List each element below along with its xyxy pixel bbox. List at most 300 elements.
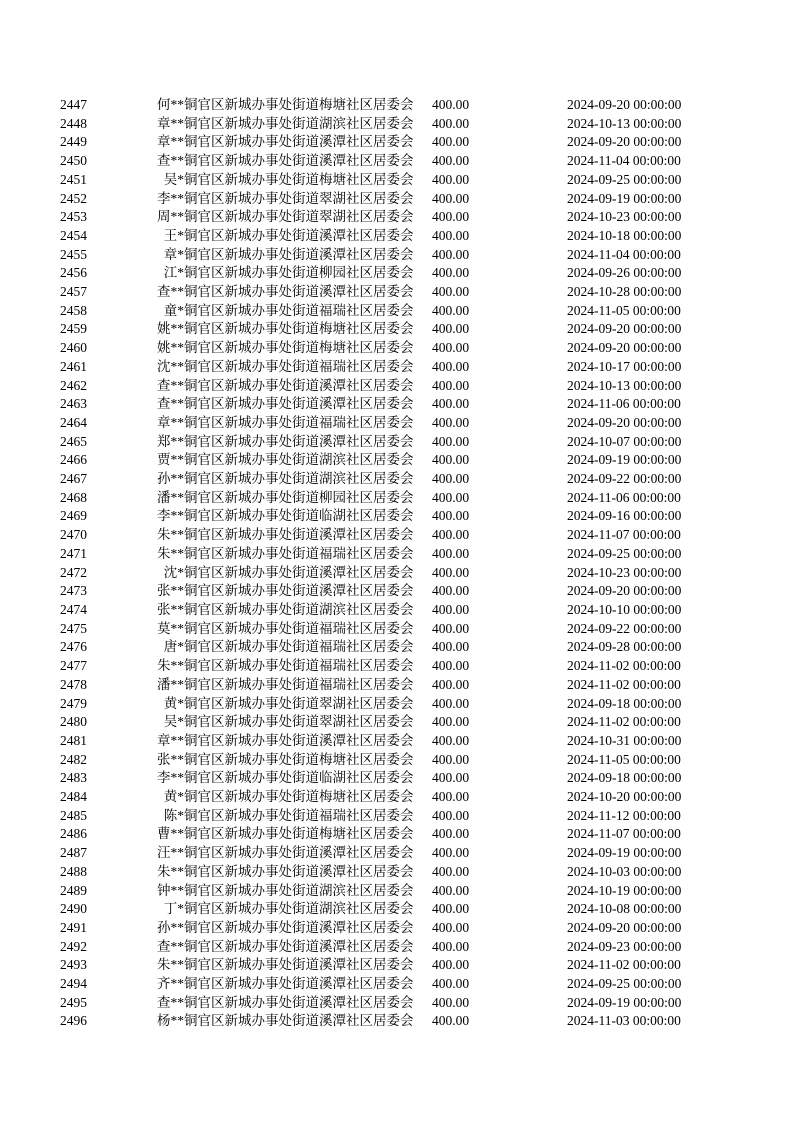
table-row	[60, 377, 733, 396]
table-row	[60, 283, 733, 302]
row-date: 2024-10-13 00:00:00	[567, 377, 682, 393]
table-row	[60, 732, 733, 751]
row-id: 2482	[60, 751, 87, 767]
records-table	[60, 96, 733, 1031]
row-amount: 400.00	[432, 414, 470, 430]
row-id: 2466	[60, 452, 87, 468]
row-amount: 400.00	[432, 302, 470, 318]
row-amount: 400.00	[432, 994, 470, 1010]
table-row	[60, 807, 733, 826]
row-organization: 铜官区新城办事处街道福瑞社区居委会	[184, 358, 414, 374]
row-organization: 铜官区新城办事处街道梅塘社区居委会	[184, 751, 414, 767]
row-id: 2459	[60, 321, 87, 337]
row-id: 2481	[60, 732, 87, 748]
row-organization: 铜官区新城办事处街道溪潭社区居委会	[184, 396, 414, 412]
row-date: 2024-09-25 00:00:00	[567, 171, 682, 187]
row-amount: 400.00	[432, 564, 470, 580]
row-date: 2024-10-08 00:00:00	[567, 901, 682, 917]
row-name: 唐*	[163, 639, 184, 655]
table-row	[60, 882, 733, 901]
row-date: 2024-11-06 00:00:00	[567, 489, 681, 505]
row-name: 李**	[157, 508, 184, 524]
row-amount: 400.00	[432, 452, 470, 468]
row-amount: 400.00	[432, 919, 470, 935]
row-organization: 铜官区新城办事处街道梅塘社区居委会	[184, 826, 414, 842]
row-name: 何**	[157, 97, 184, 112]
row-name: 章*	[163, 246, 184, 262]
row-organization: 铜官区新城办事处街道福瑞社区居委会	[184, 639, 414, 655]
row-name: 童*	[163, 302, 184, 318]
row-name: 姚**	[157, 321, 184, 337]
row-name: 朱**	[157, 545, 184, 561]
row-organization: 铜官区新城办事处街道翠湖社区居委会	[184, 209, 414, 225]
row-id: 2452	[60, 190, 87, 206]
row-organization: 铜官区新城办事处街道柳园社区居委会	[184, 489, 414, 505]
table-row	[60, 358, 733, 377]
row-date: 2024-10-07 00:00:00	[567, 433, 682, 449]
table-row	[60, 115, 733, 134]
row-date: 2024-09-16 00:00:00	[567, 508, 682, 524]
row-amount: 400.00	[432, 209, 470, 225]
row-id: 2491	[60, 919, 87, 935]
table-row	[60, 451, 733, 470]
row-name: 贾**	[157, 452, 184, 468]
row-date: 2024-10-23 00:00:00	[567, 564, 682, 580]
table-row	[60, 395, 733, 414]
row-name: 章**	[157, 115, 184, 131]
row-organization: 铜官区新城办事处街道溪潭社区居委会	[184, 1013, 414, 1029]
row-amount: 400.00	[432, 826, 470, 842]
row-date: 2024-10-10 00:00:00	[567, 601, 682, 617]
row-id: 2470	[60, 527, 87, 543]
row-amount: 400.00	[432, 583, 470, 599]
row-name: 查**	[157, 284, 184, 300]
row-name: 查**	[157, 938, 184, 954]
table-row	[60, 433, 733, 452]
row-id: 2488	[60, 863, 87, 879]
row-date: 2024-09-19 00:00:00	[567, 994, 682, 1010]
row-name: 沈**	[157, 358, 184, 374]
row-date: 2024-09-25 00:00:00	[567, 545, 682, 561]
table-row	[60, 620, 733, 639]
row-organization: 铜官区新城办事处街道溪潭社区居委会	[184, 433, 414, 449]
row-amount: 400.00	[432, 246, 470, 262]
table-row	[60, 582, 733, 601]
table-row	[60, 339, 733, 358]
table-row	[60, 676, 733, 695]
row-date: 2024-09-22 00:00:00	[567, 471, 682, 487]
row-organization: 铜官区新城办事处街道湖滨社区居委会	[184, 601, 414, 617]
row-name: 查**	[157, 153, 184, 169]
row-id: 2495	[60, 994, 87, 1010]
row-organization: 铜官区新城办事处街道溪潭社区居委会	[184, 564, 414, 580]
row-amount: 400.00	[432, 695, 470, 711]
row-name: 李**	[157, 190, 184, 206]
row-id: 2447	[60, 97, 87, 112]
row-id: 2487	[60, 845, 87, 861]
row-amount: 400.00	[432, 807, 470, 823]
row-date: 2024-09-18 00:00:00	[567, 770, 682, 786]
row-organization: 铜官区新城办事处街道梅塘社区居委会	[184, 171, 414, 187]
row-amount: 400.00	[432, 153, 470, 169]
row-amount: 400.00	[432, 938, 470, 954]
row-id: 2485	[60, 807, 87, 823]
table-row	[60, 190, 733, 209]
row-name: 朱**	[157, 658, 184, 674]
row-amount: 400.00	[432, 789, 470, 805]
row-id: 2483	[60, 770, 87, 786]
table-row	[60, 994, 733, 1013]
row-amount: 400.00	[432, 227, 470, 243]
table-row	[60, 695, 733, 714]
row-date: 2024-09-20 00:00:00	[567, 340, 682, 356]
row-date: 2024-09-19 00:00:00	[567, 452, 682, 468]
row-name: 沈*	[163, 564, 184, 580]
row-organization: 铜官区新城办事处街道溪潭社区居委会	[184, 994, 414, 1010]
table-row	[60, 938, 733, 957]
table-row	[60, 171, 733, 190]
row-name: 钟**	[157, 882, 184, 898]
row-date: 2024-09-28 00:00:00	[567, 639, 682, 655]
row-name: 杨**	[157, 1013, 184, 1029]
row-id: 2458	[60, 302, 87, 318]
row-date: 2024-09-19 00:00:00	[567, 845, 682, 861]
row-id: 2463	[60, 396, 87, 412]
table-row	[60, 975, 733, 994]
row-name: 周**	[157, 209, 184, 225]
table-row	[60, 825, 733, 844]
row-name: 张**	[157, 583, 184, 599]
row-name: 查**	[157, 994, 184, 1010]
row-name: 丁*	[163, 901, 184, 917]
row-id: 2461	[60, 358, 87, 374]
row-amount: 400.00	[432, 471, 470, 487]
row-amount: 400.00	[432, 265, 470, 281]
row-date: 2024-11-02 00:00:00	[567, 714, 681, 730]
table-row	[60, 96, 733, 115]
row-date: 2024-11-07 00:00:00	[567, 826, 681, 842]
row-organization: 铜官区新城办事处街道梅塘社区居委会	[184, 97, 414, 112]
row-id: 2486	[60, 826, 87, 842]
table-row	[60, 545, 733, 564]
table-row	[60, 956, 733, 975]
row-amount: 400.00	[432, 527, 470, 543]
row-organization: 铜官区新城办事处街道湖滨社区居委会	[184, 452, 414, 468]
row-organization: 铜官区新城办事处街道溪潭社区居委会	[184, 919, 414, 935]
row-id: 2464	[60, 414, 87, 430]
row-organization: 铜官区新城办事处街道溪潭社区居委会	[184, 863, 414, 879]
row-amount: 400.00	[432, 1013, 470, 1029]
table-row	[60, 713, 733, 732]
row-id: 2472	[60, 564, 87, 580]
row-name: 章**	[157, 134, 184, 150]
row-date: 2024-09-23 00:00:00	[567, 938, 682, 954]
table-row	[60, 863, 733, 882]
row-date: 2024-09-18 00:00:00	[567, 695, 682, 711]
row-amount: 400.00	[432, 601, 470, 617]
row-amount: 400.00	[432, 284, 470, 300]
row-name: 黄*	[163, 789, 184, 805]
row-date: 2024-09-20 00:00:00	[567, 134, 682, 150]
row-date: 2024-10-20 00:00:00	[567, 789, 682, 805]
row-id: 2468	[60, 489, 87, 505]
row-date: 2024-10-31 00:00:00	[567, 732, 682, 748]
row-organization: 铜官区新城办事处街道溪潭社区居委会	[184, 246, 414, 262]
row-id: 2456	[60, 265, 87, 281]
row-organization: 铜官区新城办事处街道梅塘社区居委会	[184, 340, 414, 356]
row-id: 2480	[60, 714, 87, 730]
row-date: 2024-09-25 00:00:00	[567, 976, 682, 992]
row-date: 2024-09-19 00:00:00	[567, 190, 682, 206]
row-name: 吴*	[163, 171, 184, 187]
table-row	[60, 657, 733, 676]
row-amount: 400.00	[432, 97, 470, 112]
row-id: 2479	[60, 695, 87, 711]
row-name: 查**	[157, 377, 184, 393]
row-organization: 铜官区新城办事处街道溪潭社区居委会	[184, 976, 414, 992]
row-name: 李**	[157, 770, 184, 786]
row-amount: 400.00	[432, 321, 470, 337]
row-name: 孙**	[157, 919, 184, 935]
row-id: 2467	[60, 471, 87, 487]
row-date: 2024-11-04 00:00:00	[567, 246, 681, 262]
row-amount: 400.00	[432, 751, 470, 767]
row-id: 2451	[60, 171, 87, 187]
row-amount: 400.00	[432, 976, 470, 992]
row-date: 2024-09-20 00:00:00	[567, 321, 682, 337]
row-name: 汪**	[157, 845, 184, 861]
row-organization: 铜官区新城办事处街道湖滨社区居委会	[184, 115, 414, 131]
row-name: 张**	[157, 601, 184, 617]
row-name: 朱**	[157, 527, 184, 543]
row-name: 潘**	[157, 489, 184, 505]
row-amount: 400.00	[432, 508, 470, 524]
row-amount: 400.00	[432, 957, 470, 973]
row-amount: 400.00	[432, 115, 470, 131]
row-date: 2024-11-02 00:00:00	[567, 658, 681, 674]
row-date: 2024-09-20 00:00:00	[567, 919, 682, 935]
row-name: 吴*	[163, 714, 184, 730]
table-row	[60, 601, 733, 620]
row-date: 2024-10-28 00:00:00	[567, 284, 682, 300]
records-table-body	[60, 96, 733, 1031]
row-id: 2460	[60, 340, 87, 356]
row-name: 莫**	[157, 620, 184, 636]
row-organization: 铜官区新城办事处街道梅塘社区居委会	[184, 789, 414, 805]
row-organization: 铜官区新城办事处街道福瑞社区居委会	[184, 807, 414, 823]
row-id: 2493	[60, 957, 87, 973]
row-amount: 400.00	[432, 732, 470, 748]
row-amount: 400.00	[432, 134, 470, 150]
table-row	[60, 844, 733, 863]
row-organization: 铜官区新城办事处街道福瑞社区居委会	[184, 302, 414, 318]
row-date: 2024-10-19 00:00:00	[567, 882, 682, 898]
row-organization: 铜官区新城办事处街道临湖社区居委会	[184, 508, 414, 524]
row-organization: 铜官区新城办事处街道溪潭社区居委会	[184, 153, 414, 169]
row-organization: 铜官区新城办事处街道溪潭社区居委会	[184, 732, 414, 748]
table-row	[60, 320, 733, 339]
row-amount: 400.00	[432, 882, 470, 898]
row-organization: 铜官区新城办事处街道翠湖社区居委会	[184, 714, 414, 730]
row-amount: 400.00	[432, 714, 470, 730]
row-amount: 400.00	[432, 377, 470, 393]
table-row	[60, 489, 733, 508]
row-amount: 400.00	[432, 639, 470, 655]
row-id: 2462	[60, 377, 87, 393]
row-id: 2475	[60, 620, 87, 636]
row-organization: 铜官区新城办事处街道溪潭社区居委会	[184, 845, 414, 861]
row-id: 2478	[60, 676, 87, 692]
row-date: 2024-11-03 00:00:00	[567, 1013, 681, 1029]
row-organization: 铜官区新城办事处街道福瑞社区居委会	[184, 676, 414, 692]
row-name: 齐**	[157, 976, 184, 992]
row-id: 2484	[60, 789, 87, 805]
row-amount: 400.00	[432, 658, 470, 674]
row-organization: 铜官区新城办事处街道湖滨社区居委会	[184, 901, 414, 917]
table-row	[60, 414, 733, 433]
row-id: 2476	[60, 639, 87, 655]
row-organization: 铜官区新城办事处街道翠湖社区居委会	[184, 695, 414, 711]
table-row	[60, 246, 733, 265]
table-row	[60, 507, 733, 526]
table-row	[60, 1012, 733, 1031]
row-id: 2477	[60, 658, 87, 674]
row-name: 江*	[163, 265, 184, 281]
row-date: 2024-10-13 00:00:00	[567, 115, 682, 131]
row-id: 2492	[60, 938, 87, 954]
row-id: 2490	[60, 901, 87, 917]
row-date: 2024-11-12 00:00:00	[567, 807, 681, 823]
row-amount: 400.00	[432, 545, 470, 561]
row-date: 2024-11-05 00:00:00	[567, 302, 681, 318]
row-id: 2453	[60, 209, 87, 225]
row-date: 2024-09-20 00:00:00	[567, 414, 682, 430]
table-row	[60, 208, 733, 227]
table-row	[60, 788, 733, 807]
row-name: 陈*	[163, 807, 184, 823]
table-row	[60, 152, 733, 171]
row-organization: 铜官区新城办事处街道福瑞社区居委会	[184, 545, 414, 561]
row-organization: 铜官区新城办事处街道湖滨社区居委会	[184, 471, 414, 487]
row-date: 2024-09-20 00:00:00	[567, 97, 682, 112]
table-row	[60, 302, 733, 321]
row-amount: 400.00	[432, 770, 470, 786]
row-amount: 400.00	[432, 433, 470, 449]
row-id: 2494	[60, 976, 87, 992]
row-date: 2024-09-22 00:00:00	[567, 620, 682, 636]
row-amount: 400.00	[432, 845, 470, 861]
row-name: 查**	[157, 396, 184, 412]
row-date: 2024-11-02 00:00:00	[567, 957, 681, 973]
row-amount: 400.00	[432, 489, 470, 505]
row-organization: 铜官区新城办事处街道翠湖社区居委会	[184, 190, 414, 206]
row-amount: 400.00	[432, 171, 470, 187]
row-amount: 400.00	[432, 676, 470, 692]
row-organization: 铜官区新城办事处街道溪潭社区居委会	[184, 527, 414, 543]
table-row	[60, 133, 733, 152]
row-amount: 400.00	[432, 396, 470, 412]
row-name: 王*	[163, 227, 184, 243]
table-row	[60, 470, 733, 489]
row-date: 2024-11-05 00:00:00	[567, 751, 681, 767]
row-date: 2024-09-26 00:00:00	[567, 265, 682, 281]
row-name: 黄*	[163, 695, 184, 711]
row-id: 2469	[60, 508, 87, 524]
row-name: 朱**	[157, 863, 184, 879]
row-date: 2024-10-18 00:00:00	[567, 227, 682, 243]
row-organization: 铜官区新城办事处街道溪潭社区居委会	[184, 284, 414, 300]
row-id: 2450	[60, 153, 87, 169]
row-organization: 铜官区新城办事处街道溪潭社区居委会	[184, 377, 414, 393]
row-amount: 400.00	[432, 340, 470, 356]
row-name: 孙**	[157, 471, 184, 487]
row-name: 朱**	[157, 957, 184, 973]
row-organization: 铜官区新城办事处街道临湖社区居委会	[184, 770, 414, 786]
row-name: 章**	[157, 732, 184, 748]
table-row	[60, 526, 733, 545]
row-organization: 铜官区新城办事处街道溪潭社区居委会	[184, 938, 414, 954]
table-row	[60, 769, 733, 788]
row-id: 2471	[60, 545, 87, 561]
row-id: 2449	[60, 134, 87, 150]
row-name: 姚**	[157, 340, 184, 356]
row-date: 2024-09-20 00:00:00	[567, 583, 682, 599]
row-organization: 铜官区新城办事处街道溪潭社区居委会	[184, 957, 414, 973]
row-date: 2024-11-07 00:00:00	[567, 527, 681, 543]
table-row	[60, 751, 733, 770]
row-organization: 铜官区新城办事处街道福瑞社区居委会	[184, 414, 414, 430]
row-name: 章**	[157, 414, 184, 430]
row-name: 潘**	[157, 676, 184, 692]
row-date: 2024-10-17 00:00:00	[567, 358, 682, 374]
row-id: 2473	[60, 583, 87, 599]
table-row	[60, 900, 733, 919]
row-id: 2457	[60, 284, 87, 300]
row-date: 2024-11-06 00:00:00	[567, 396, 681, 412]
row-id: 2474	[60, 601, 87, 617]
row-id: 2455	[60, 246, 87, 262]
row-id: 2454	[60, 227, 87, 243]
row-name: 张**	[157, 751, 184, 767]
row-id: 2465	[60, 433, 87, 449]
row-id: 2496	[60, 1013, 87, 1029]
row-date: 2024-10-23 00:00:00	[567, 209, 682, 225]
row-organization: 铜官区新城办事处街道湖滨社区居委会	[184, 882, 414, 898]
row-amount: 400.00	[432, 863, 470, 879]
row-amount: 400.00	[432, 190, 470, 206]
row-id: 2489	[60, 882, 87, 898]
row-amount: 400.00	[432, 358, 470, 374]
row-organization: 铜官区新城办事处街道溪潭社区居委会	[184, 583, 414, 599]
row-organization: 铜官区新城办事处街道溪潭社区居委会	[184, 134, 414, 150]
row-date: 2024-11-04 00:00:00	[567, 153, 681, 169]
table-row	[60, 264, 733, 283]
row-organization: 铜官区新城办事处街道梅塘社区居委会	[184, 321, 414, 337]
table-row	[60, 227, 733, 246]
row-date: 2024-10-03 00:00:00	[567, 863, 682, 879]
row-name: 郑**	[157, 433, 184, 449]
row-organization: 铜官区新城办事处街道溪潭社区居委会	[184, 227, 414, 243]
row-date: 2024-11-02 00:00:00	[567, 676, 681, 692]
row-amount: 400.00	[432, 620, 470, 636]
row-organization: 铜官区新城办事处街道福瑞社区居委会	[184, 620, 414, 636]
table-row	[60, 564, 733, 583]
row-name: 曹**	[157, 826, 184, 842]
row-organization: 铜官区新城办事处街道柳园社区居委会	[184, 265, 414, 281]
row-organization: 铜官区新城办事处街道福瑞社区居委会	[184, 658, 414, 674]
table-row	[60, 638, 733, 657]
table-row	[60, 919, 733, 938]
